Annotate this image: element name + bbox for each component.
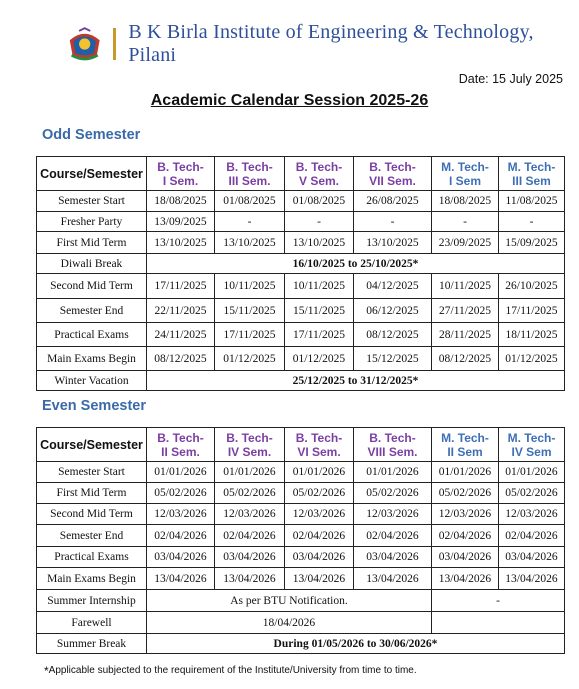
table-cell: 11/08/2025 (499, 191, 565, 212)
table-row (37, 371, 565, 391)
row-label: Summer Break (37, 634, 147, 654)
table-row (37, 299, 565, 323)
table-cell: 22/11/2025 (147, 299, 215, 323)
table-cell: 02/04/2026 (354, 525, 432, 547)
table-cell: - (354, 212, 432, 232)
column-header: B. Tech- VI Sem. (285, 428, 354, 462)
row-label: Second Mid Term (37, 274, 147, 299)
table-cell: 13/10/2025 (147, 232, 215, 254)
table-cell: 03/04/2026 (354, 547, 432, 568)
table-cell: 15/12/2025 (354, 347, 432, 371)
table-row (37, 547, 565, 568)
table-cell: 03/04/2026 (285, 547, 354, 568)
merged-cell: 16/10/2025 to 25/10/2025* (147, 254, 565, 274)
row-label: Summer Internship (37, 590, 147, 612)
mtech-merged-cell (432, 612, 565, 634)
table-cell: 13/04/2026 (215, 568, 285, 590)
table-cell: 10/11/2025 (285, 274, 354, 299)
column-header: M. Tech- II Sem (432, 428, 499, 462)
column-header: B. Tech- I Sem. (147, 157, 215, 191)
table-row (37, 504, 565, 525)
institute-emblem-icon (66, 27, 103, 61)
table-cell: 01/01/2026 (147, 462, 215, 483)
table-cell: 01/08/2025 (215, 191, 285, 212)
table-cell: 24/11/2025 (147, 323, 215, 347)
table-cell: 13/04/2026 (354, 568, 432, 590)
table-cell: 13/04/2026 (285, 568, 354, 590)
table-row (37, 232, 565, 254)
column-header: B. Tech- III Sem. (215, 157, 285, 191)
row-label: Practical Exams (37, 547, 147, 568)
row-label: Practical Exams (37, 323, 147, 347)
table-cell: 05/02/2026 (354, 483, 432, 504)
row-label: Farewell (37, 612, 147, 634)
corner-header: Course/Semester (37, 157, 147, 191)
table-cell: 12/03/2026 (354, 504, 432, 525)
table-row (37, 634, 565, 654)
table-cell: 13/04/2026 (499, 568, 565, 590)
table-cell: 05/02/2026 (147, 483, 215, 504)
table-cell: 17/11/2025 (285, 323, 354, 347)
row-label: Main Exams Begin (37, 347, 147, 371)
table-cell: 15/09/2025 (499, 232, 565, 254)
institute-name: B K Birla Institute of Engineering & Technology, Pilani (128, 21, 534, 66)
table-cell: 05/02/2026 (432, 483, 499, 504)
table-cell: 18/08/2025 (147, 191, 215, 212)
header-divider (113, 28, 116, 60)
table-cell: 15/11/2025 (285, 299, 354, 323)
row-label: Semester Start (37, 462, 147, 483)
table-cell: 08/12/2025 (147, 347, 215, 371)
table-cell: 13/10/2025 (354, 232, 432, 254)
table-cell: 13/04/2026 (147, 568, 215, 590)
table-cell: 12/03/2026 (432, 504, 499, 525)
column-header: M. Tech- IV Sem (499, 428, 565, 462)
btech-merged-cell: As per BTU Notification. (147, 590, 432, 612)
table-row (37, 347, 565, 371)
table-cell: 01/12/2025 (285, 347, 354, 371)
table-row (37, 254, 565, 274)
even-semester-table (36, 427, 565, 654)
table-cell: 08/12/2025 (432, 347, 499, 371)
footnote-mark: * (44, 664, 49, 678)
row-label: Semester End (37, 525, 147, 547)
table-cell: 01/01/2026 (354, 462, 432, 483)
table-cell: 02/04/2026 (147, 525, 215, 547)
table-cell: 17/11/2025 (215, 323, 285, 347)
row-label: Diwali Break (37, 254, 147, 274)
merged-cell: 25/12/2025 to 31/12/2025* (147, 371, 565, 391)
footnote-text: Applicable subjected to the requirement of the Institute/University from time to time. (48, 665, 417, 676)
mtech-merged-cell: - (432, 590, 565, 612)
btech-merged-cell: 18/04/2026 (147, 612, 432, 634)
table-row (37, 483, 565, 504)
table-header-row (37, 428, 565, 462)
table-cell: 06/12/2025 (354, 299, 432, 323)
table-cell: 12/03/2026 (285, 504, 354, 525)
table-cell: 10/11/2025 (432, 274, 499, 299)
footnote (44, 664, 417, 678)
table-cell: 03/04/2026 (499, 547, 565, 568)
table-cell: 12/03/2026 (147, 504, 215, 525)
table-cell: 03/04/2026 (215, 547, 285, 568)
column-header: M. Tech- III Sem (499, 157, 565, 191)
table-row (37, 525, 565, 547)
table-cell: 13/04/2026 (432, 568, 499, 590)
table-cell: 01/08/2025 (285, 191, 354, 212)
table-cell: 27/11/2025 (432, 299, 499, 323)
column-header: B. Tech- II Sem. (147, 428, 215, 462)
table-cell: 03/04/2026 (432, 547, 499, 568)
table-header-row (37, 157, 565, 191)
table-cell: 01/12/2025 (499, 347, 565, 371)
table-cell: 05/02/2026 (285, 483, 354, 504)
table-row (37, 590, 565, 612)
table-cell: 01/01/2026 (285, 462, 354, 483)
table-cell: 12/03/2026 (215, 504, 285, 525)
row-label: Main Exams Begin (37, 568, 147, 590)
document-date: Date: 15 July 2025 (458, 72, 563, 86)
table-cell: 08/12/2025 (354, 323, 432, 347)
corner-header: Course/Semester (37, 428, 147, 462)
table-row (37, 212, 565, 232)
table-cell: 02/04/2026 (499, 525, 565, 547)
table-cell: - (285, 212, 354, 232)
even-semester-heading: Even Semester (42, 398, 146, 414)
table-cell: 26/10/2025 (499, 274, 565, 299)
table-cell: - (432, 212, 499, 232)
table-cell: 05/02/2026 (215, 483, 285, 504)
table-cell: 18/11/2025 (499, 323, 565, 347)
column-header: B. Tech- IV Sem. (215, 428, 285, 462)
row-label: Semester Start (37, 191, 147, 212)
table-cell: 02/04/2026 (215, 525, 285, 547)
institute-header (66, 21, 579, 66)
table-cell: 05/02/2026 (499, 483, 565, 504)
table-cell: 18/08/2025 (432, 191, 499, 212)
table-row (37, 462, 565, 483)
table-row (37, 323, 565, 347)
page-title: Academic Calendar Session 2025-26 (150, 92, 429, 109)
table-row (37, 612, 565, 634)
table-cell: 28/11/2025 (432, 323, 499, 347)
table-cell: 13/10/2025 (215, 232, 285, 254)
table-cell: - (499, 212, 565, 232)
row-label: Semester End (37, 299, 147, 323)
table-cell: 03/04/2026 (147, 547, 215, 568)
column-header: B. Tech- V Sem. (285, 157, 354, 191)
table-cell: 01/01/2026 (432, 462, 499, 483)
merged-cell: During 01/05/2026 to 30/06/2026* (147, 634, 565, 654)
table-cell: 13/10/2025 (285, 232, 354, 254)
table-cell: 02/04/2026 (432, 525, 499, 547)
table-cell: 04/12/2025 (354, 274, 432, 299)
table-cell: 12/03/2026 (499, 504, 565, 525)
table-cell: - (215, 212, 285, 232)
table-cell: 10/11/2025 (215, 274, 285, 299)
table-row (37, 191, 565, 212)
row-label: First Mid Term (37, 232, 147, 254)
table-row (37, 568, 565, 590)
table-cell: 01/01/2026 (499, 462, 565, 483)
odd-semester-heading: Odd Semester (42, 127, 141, 143)
table-cell: 01/12/2025 (215, 347, 285, 371)
table-cell: 23/09/2025 (432, 232, 499, 254)
odd-semester-table (36, 156, 565, 391)
column-header: B. Tech- VII Sem. (354, 157, 432, 191)
table-cell: 15/11/2025 (215, 299, 285, 323)
row-label: First Mid Term (37, 483, 147, 504)
table-cell: 17/11/2025 (147, 274, 215, 299)
row-label: Second Mid Term (37, 504, 147, 525)
table-row (37, 274, 565, 299)
row-label: Winter Vacation (37, 371, 147, 391)
table-cell: 13/09/2025 (147, 212, 215, 232)
row-label: Fresher Party (37, 212, 147, 232)
table-cell: 17/11/2025 (499, 299, 565, 323)
column-header: B. Tech- VIII Sem. (354, 428, 432, 462)
table-cell: 26/08/2025 (354, 191, 432, 212)
table-cell: 01/01/2026 (215, 462, 285, 483)
column-header: M. Tech- I Sem (432, 157, 499, 191)
table-cell: 02/04/2026 (285, 525, 354, 547)
